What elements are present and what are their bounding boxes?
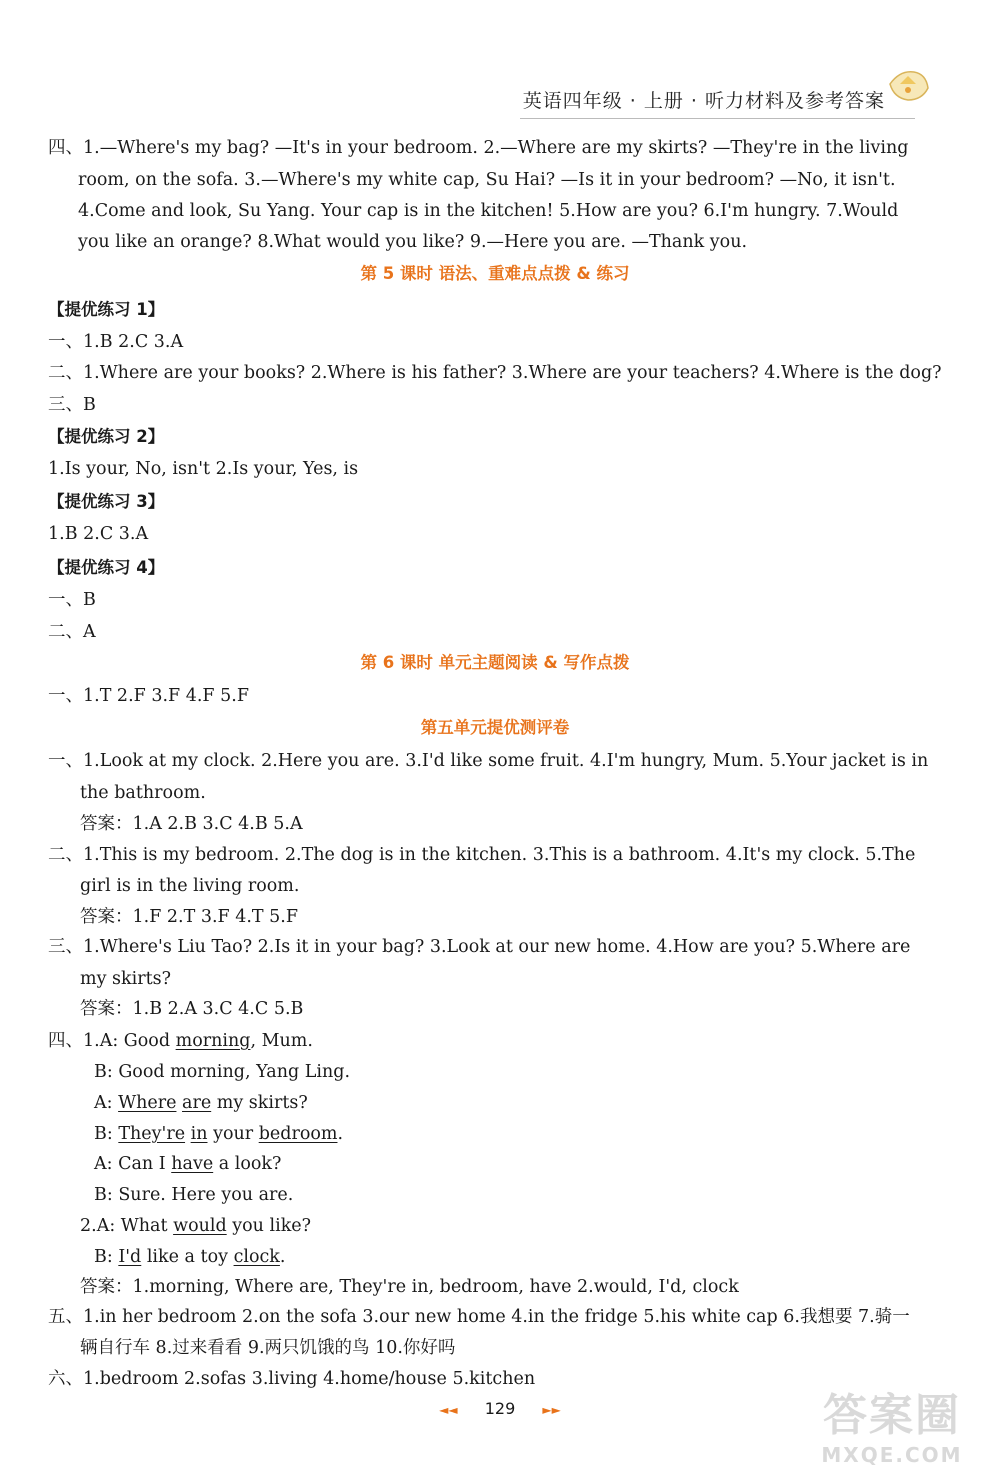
dialogue-line-b3: B: Sure. Here you are. — [94, 1185, 294, 1205]
practice3-title: 【提优练习 3】 — [48, 492, 165, 511]
test-s5-line-1: 五、1.in her bedroom 2.on the sofa 3.our new home 4.in the fridge 5.his white cap 6.我想要 7.骑一 — [48, 1307, 910, 1327]
sec4-line-3: 4.Come and look, Su Yang. Your cap is in the kitchen! 5.How are you? 6.I'm hungry. 7.Would — [78, 201, 899, 221]
next-arrows-icon: ►► — [542, 1403, 561, 1417]
test-s5-line-2: 辆自行车 8.过来看看 9.两只饥饿的鸟 10.你好吗 — [80, 1338, 456, 1358]
lesson6-title: 第 6 课时 单元主题阅读 & 写作点拨 — [360, 653, 630, 672]
sec4-line-4: you like an orange? 8.What would you like? 9.—Here you are. —Thank you. — [78, 232, 748, 252]
test-s3-answer: 答案：1.B 2.A 3.C 4.C 5.B — [80, 999, 304, 1019]
blank-answer: I'd — [118, 1247, 142, 1267]
test-s3-line-1: 三、1.Where's Liu Tao? 2.Is it in your bag? 3.Look at our new home. 4.How are you? 5.Where are — [48, 937, 911, 957]
blank-answer: Where — [118, 1093, 177, 1113]
p1-line-3: 三、B — [48, 395, 96, 415]
crown-logo-icon — [886, 62, 932, 108]
blank-answer: clock — [233, 1247, 280, 1267]
test-s2-line-2: girl is in the living room. — [80, 876, 300, 896]
practice2-title: 【提优练习 2】 — [48, 427, 165, 446]
blank-answer: morning — [175, 1031, 251, 1051]
test-s1-line-2: the bathroom. — [80, 783, 206, 803]
p1-line-1: 一、1.B 2.C 3.A — [48, 332, 184, 352]
practice1-title: 【提优练习 1】 — [48, 300, 165, 319]
p3-line-1: 1.B 2.C 3.A — [48, 524, 149, 544]
dialogue-line-a4: 2.A: What would you like? — [80, 1216, 312, 1236]
page-header-title: 英语四年级 · 上册 · 听力材料及参考答案 — [522, 90, 885, 112]
sec4-line-2: room, on the sofa. 3.—Where's my white cap, Su Hai? —Is it in your bedroom? —No, it isn't. — [78, 170, 896, 190]
p4-line-2: 二、A — [48, 622, 96, 642]
blank-answer: They're — [118, 1124, 186, 1144]
blank-answer: are — [182, 1093, 212, 1113]
dialogue-line-b2: B: They're in your bedroom. — [94, 1124, 344, 1144]
dialogue-line-b4: B: I'd like a toy clock. — [94, 1247, 286, 1267]
lesson6-line-1: 一、1.T 2.F 3.F 4.F 5.F — [48, 686, 249, 706]
watermark — [802, 1389, 982, 1469]
test-s2-line-1: 二、1.This is my bedroom. 2.The dog is in the kitchen. 3.This is a bathroom. 4.It's my clock. 5.The — [48, 845, 916, 865]
blank-answer: would — [173, 1216, 227, 1236]
prev-arrows-icon: ◄◄ — [439, 1403, 458, 1417]
test-s6-line-1: 六、1.bedroom 2.sofas 3.living 4.home/house 5.kitchen — [48, 1369, 536, 1389]
p4-line-1: 一、B — [48, 590, 96, 610]
dialogue-line-a2: A: Where are my skirts? — [94, 1093, 308, 1113]
test-s1-answer: 答案：1.A 2.B 3.C 4.B 5.A — [80, 814, 303, 834]
watermark-url: MXQE.COM — [821, 1443, 963, 1467]
sec4-line-1: 四、1.—Where's my bag? —It's in your bedroom. 2.—Where are my skirts? —They're in the living — [48, 138, 909, 158]
practice4-title: 【提优练习 4】 — [48, 558, 165, 577]
header-divider — [520, 118, 915, 119]
lesson5-title: 第 5 课时 语法、重难点点拨 & 练习 — [360, 264, 630, 283]
test-s1-line-1: 一、1.Look at my clock. 2.Here you are. 3.I'd like some fruit. 4.I'm hungry, Mum. 5.Your jacket is in — [48, 751, 929, 771]
p1-line-2: 二、1.Where are your books? 2.Where is his father? 3.Where are your teachers? 4.Where is the dog? — [48, 363, 942, 383]
dialogue-line-a3: A: Can I have a look? — [94, 1154, 282, 1174]
p2-line-1: 1.Is your, No, isn't 2.Is your, Yes, is — [48, 459, 359, 479]
unit5-test-title: 第五单元提优测评卷 — [420, 718, 570, 737]
test-s4-answer: 答案：1.morning, Where are, They're in, bedroom, have 2.would, I'd, clock — [80, 1277, 739, 1297]
page-number: 129 — [484, 1399, 516, 1418]
blank-answer: bedroom — [258, 1124, 338, 1144]
dialogue-line-a1: 四、1.A: Good morning, Mum. — [48, 1031, 313, 1051]
test-s3-line-2: my skirts? — [80, 969, 171, 989]
blank-answer: in — [190, 1124, 208, 1144]
dialogue-line-b1: B: Good morning, Yang Ling. — [94, 1062, 351, 1082]
watermark-text: 答案圈 — [823, 1390, 961, 1441]
test-s2-answer: 答案：1.F 2.T 3.F 4.T 5.F — [80, 907, 299, 927]
blank-answer: have — [171, 1154, 214, 1174]
